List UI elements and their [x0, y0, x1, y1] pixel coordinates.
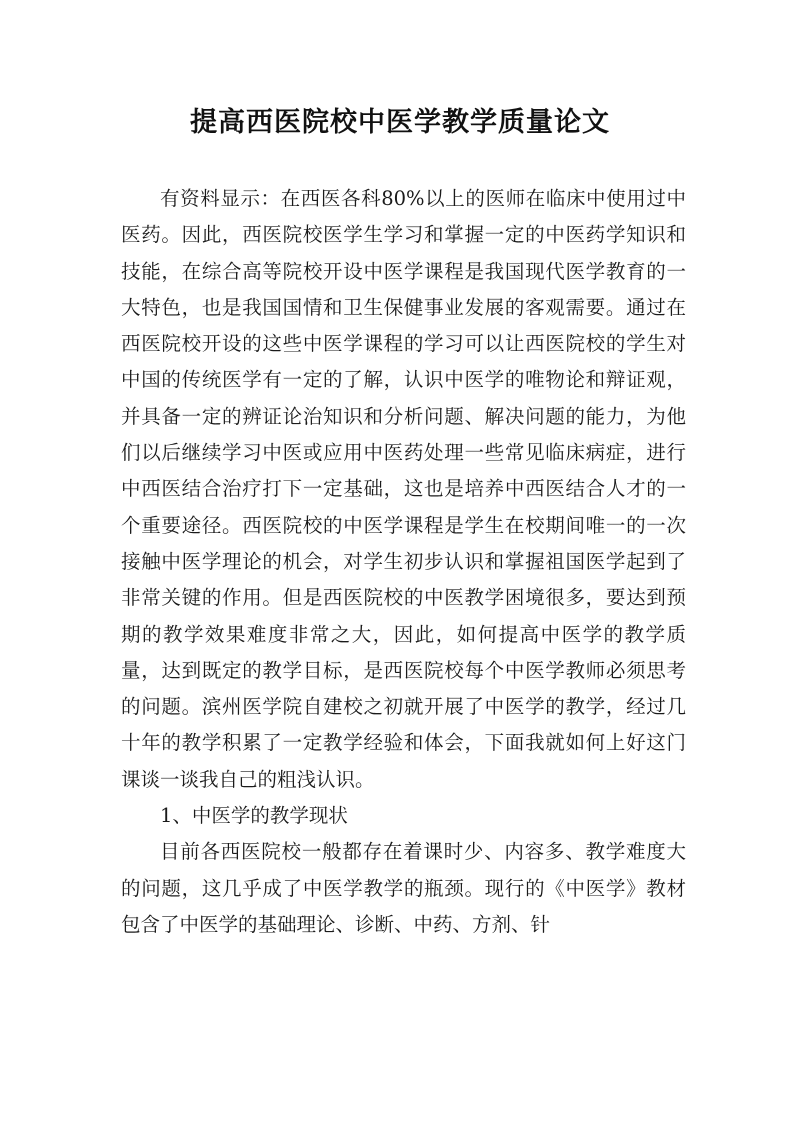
document-title: 提高西医院校中医学教学质量论文: [190, 107, 610, 138]
section-heading: 1、中医学的教学现状: [160, 804, 348, 828]
document-body: [121, 181, 686, 943]
paragraph-status: 目前各西医院校一般都存在着课时少、内容多、教学难度大的问题，这几乎成了中医学教学的瓶颈。现行的《中医学》教材包含了中医学的基础理论、诊断、中药、方剂、针: [121, 840, 686, 936]
paragraph-intro: 有资料显示：在西医各科80%以上的医师在临床中使用过中医药。因此，西医院校医学生学习和掌握一定的中医药学知识和技能，在综合高等院校开设中医学课程是我国现代医学教育的一大特色，也是我国国情和卫生保健事业发展的客观需要。通过在西医院校开设的这些中医学课程的学习可以让西医院校的学生对中国的传统医学有一定的了解，认识中医学的唯物论和辩证观，并具备一定的辨证论治知识和分析问题、解决问题的能力，为他们以后继续学习中医或应用中医药处理一些常见临床病症，进行中西医结合治疗打下一定基础，这也是培养中西医结合人才的一个重要途径。西医院校的中医学课程是学生在校期间唯一的一次接触中医学理论的机会，对学生初步认识和掌握祖国医学起到了非常关键的作用。但是西医院校的中医教学困境很多，要达到预期的教学效果难度非常之大，因此，如何提高中医学的教学质量，达到既定的教学目标，是西医院校每个中医学教师必须思考的问题。滨州医学院自建校之初就开展了中医学的教学，经过几十年的教学积累了一定教学经验和体会，下面我就如何上好这门课谈一谈我自己的粗浅认识。: [121, 187, 686, 791]
